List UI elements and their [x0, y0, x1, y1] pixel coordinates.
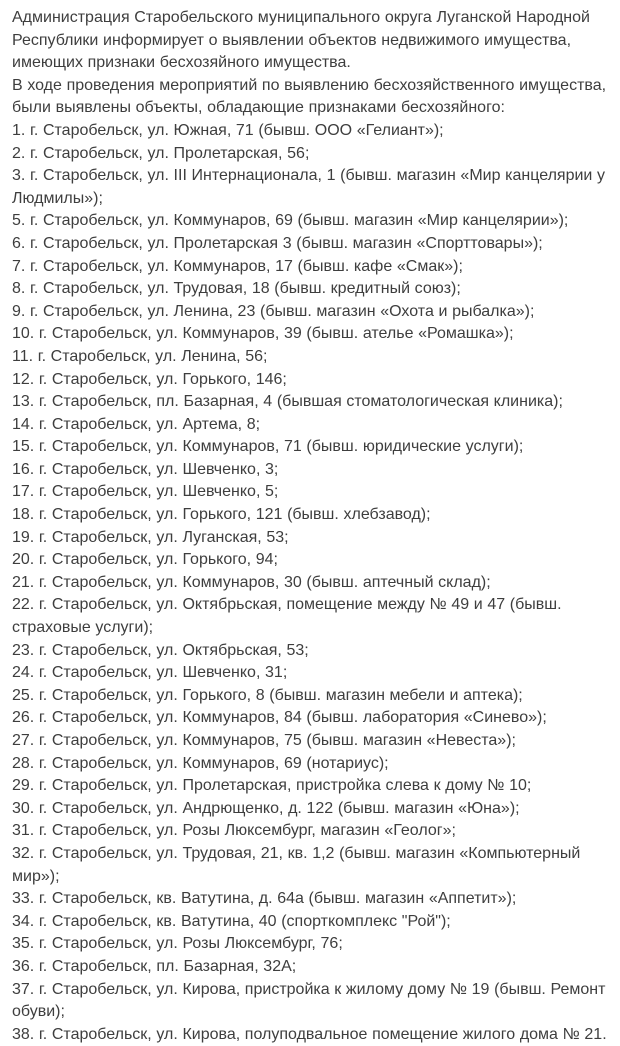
list-item: 28. г. Старобельск, ул. Коммунаров, 69 (нотариус); — [12, 754, 389, 772]
list-item: 19. г. Старобельск, ул. Луганская, 53; — [12, 528, 289, 546]
list-item: 31. г. Старобельск, ул. Розы Люксембург, магазин «Геолог»; — [12, 822, 456, 840]
list-item: 20. г. Старобельск, ул. Горького, 94; — [12, 551, 278, 569]
intro-section — [12, 7, 610, 120]
list-item: 17. г. Старобельск, ул. Шевченко, 5; — [12, 483, 279, 501]
list-item: 36. г. Старобельск, пл. Базарная, 32А; — [12, 957, 297, 975]
list-item: 27. г. Старобельск, ул. Коммунаров, 75 (бывш. магазин «Невеста»); — [12, 732, 516, 749]
list-item: 35. г. Старобельск, ул. Розы Люксембург, 76; — [12, 935, 343, 953]
list-item: 26. г. Старобельск, ул. Коммунаров, 84 (бывш. лаборатория «Синево»); — [12, 709, 547, 727]
list-item: 9. г. Старобельск, ул. Ленина, 23 (бывш. магазин «Охота и рыбалка»); — [12, 302, 535, 320]
list-item: 38. г. Старобельск, ул. Кирова, полуподвальное помещение жилого дома № 21. — [12, 1025, 607, 1043]
list-item: 30. г. Старобельск, ул. Андрющенко, д. 122 (бывш. магазин «Юна»); — [12, 799, 520, 817]
list-item: 34. г. Старобельск, кв. Ватутина, 40 (спорткомплекс "Рой"); — [12, 912, 451, 930]
list-item: 14. г. Старобельск, ул. Артема, 8; — [12, 415, 261, 433]
list-item: 13. г. Старобельск, пл. Базарная, 4 (бывшая стоматологическая клиника); — [12, 393, 563, 411]
list-item: 1. г. Старобельск, ул. Южная, 71 (бывш. ООО «Гелиант»); — [12, 121, 444, 139]
list-item: 5. г. Старобельск, ул. Коммунаров, 69 (бывш. магазин «Мир канцелярии»); — [12, 212, 569, 230]
property-list — [12, 120, 610, 1046]
list-item: 12. г. Старобельск, ул. Горького, 146; — [12, 370, 287, 388]
list-item: 29. г. Старобельск, ул. Пролетарская, пристройка слева к дому № 10; — [12, 777, 532, 795]
list-item: 3. г. Старобельск, ул. III Интернационала, 1 (бывш. магазин «Мир канцелярии у Людмилы»); — [12, 167, 605, 207]
list-item: 18. г. Старобельск, ул. Горького, 121 (бывш. хлебзавод); — [12, 506, 431, 524]
intro-paragraph: В ходе проведения мероприятий по выявлению бесхозяйственного имущества, были выявлены объекты, обладающие признаками бесхозяйного: — [12, 76, 607, 117]
list-item: 25. г. Старобельск, ул. Горького, 8 (бывш. магазин мебели и аптека); — [12, 686, 523, 704]
list-item: 8. г. Старобельск, ул. Трудовая, 18 (бывш. кредитный союз); — [12, 280, 461, 298]
list-item: 37. г. Старобельск, ул. Кирова, пристройка к жилому дому № 19 (бывш. Ремонт обуви); — [12, 980, 606, 1021]
list-item: 16. г. Старобельск, ул. Шевченко, 3; — [12, 460, 279, 478]
list-item: 11. г. Старобельск, ул. Ленина, 56; — [12, 347, 268, 365]
list-item: 22. г. Старобельск, ул. Октябрьская, помещение между № 49 и 47 (бывш. страховые услуги); — [12, 596, 562, 637]
list-item: 7. г. Старобельск, ул. Коммунаров, 17 (бывш. кафе «Смак»); — [12, 257, 463, 275]
intro-paragraph: Администрация Старобельского муниципального округа Луганской Народной Республики информирует о выявлении объектов недвижимого имущества, имеющих признаки бесхозяйного имущества. — [12, 9, 590, 72]
list-item: 15. г. Старобельск, ул. Коммунаров, 71 (бывш. юридические услуги); — [12, 438, 524, 456]
list-item: 6. г. Старобельск, ул. Пролетарская 3 (бывш. магазин «Спорттовары»); — [12, 234, 543, 252]
list-item: 23. г. Старобельск, ул. Октябрьская, 53; — [12, 641, 309, 659]
list-item: 32. г. Старобельск, ул. Трудовая, 21, кв. 1,2 (бывш. магазин «Компьютерный мир»); — [12, 844, 581, 885]
list-item: 21. г. Старобельск, ул. Коммунаров, 30 (бывш. аптечный склад); — [12, 573, 491, 591]
list-item: 10. г. Старобельск, ул. Коммунаров, 39 (бывш. ателье «Ромашка»); — [12, 325, 514, 343]
list-item: 2. г. Старобельск, ул. Пролетарская, 56; — [12, 144, 310, 162]
list-item: 33. г. Старобельск, кв. Ватутина, д. 64а (бывш. магазин «Аппетит»); — [12, 890, 517, 908]
list-item: 24. г. Старобельск, ул. Шевченко, 31; — [12, 664, 288, 682]
